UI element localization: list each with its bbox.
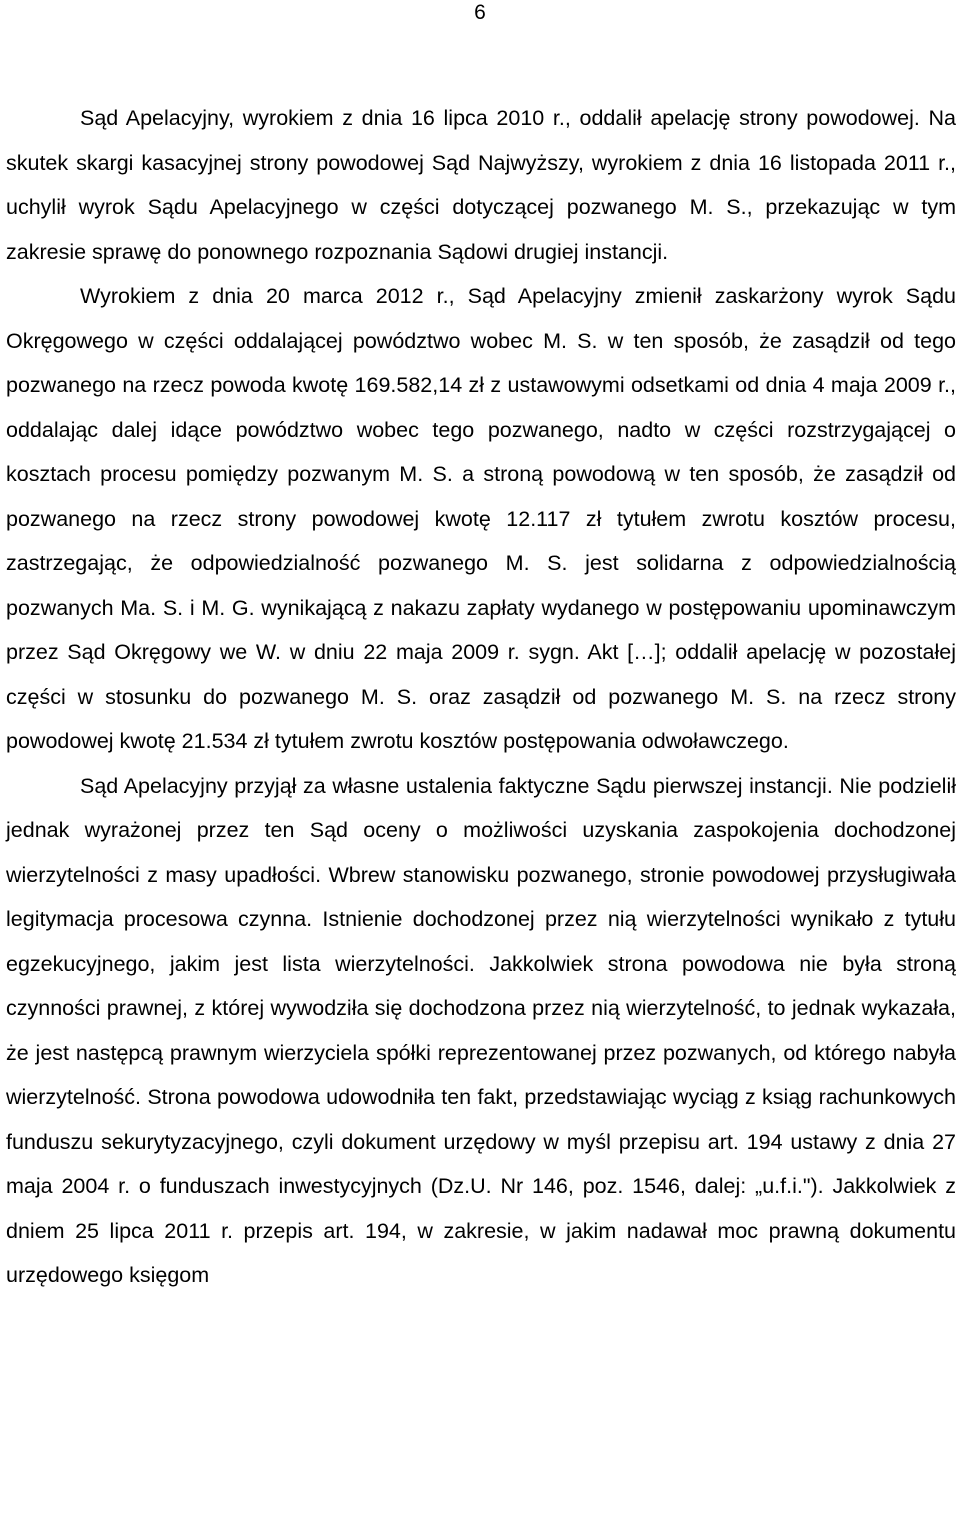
paragraph-court-reasoning: Sąd Apelacyjny przyjął za własne ustalenia faktyczne Sądu pierwszej instancji. Nie podzielił jednak wyrażonej przez ten Sąd oceny o możliwości uzyskania zaspokojenia dochodzonej wierzytelności z masy upadłości. Wbrew stanowisku pozwanego, stronie powodowej przysługiwała legitymacja procesowa czynna. Istnienie dochodzonej przez nią wierzytelności wynikało z tytułu egzekucyjnego, jakim jest lista wierzytelności. Jakkolwiek strona powodowa nie była stroną czynności prawnej, z której wywodziła się dochodzona przez nią wierzytelność, to jednak wykazała, że jest następcą prawnym wierzyciela spółki reprezentowanej przez pozwanych, od którego nabyła wierzytelność. Strona powodowa udowodniła ten fakt, przedstawiając wyciąg z ksiąg rachunkowych funduszu sekurytyzacyjnego, czyli dokument urzędowy w myśl przepisu art. 194 ustawy z dnia 27 maja 2004 r. o funduszach inwestycyjnych (Dz.U. Nr 146, poz. 1546, dalej: „u.f.i."). Jakkolwiek z dniem 25 lipca 2011 r. przepis art. 194, w zakresie, w jakim nadawał moc prawną dokumentu urzędowego księgom	[6, 773, 956, 1287]
paragraph-appeal-history: Sąd Apelacyjny, wyrokiem z dnia 16 lipca 2010 r., oddalił apelację strony powodowej. Na skutek skargi kasacyjnej strony powodowej Sąd Najwyższy, wyrokiem z dnia 16 listopada 2011 r., uchylił wyrok Sądu Apelacyjnego w części dotyczącej pozwanego M. S., przekazując w tym zakresie sprawę do ponownego rozpoznania Sądowi drugiej instancji.	[6, 106, 956, 264]
document-body	[6, 96, 956, 1298]
page-number: 6	[474, 1, 486, 24]
paragraph-judgment-2012: Wyrokiem z dnia 20 marca 2012 r., Sąd Apelacyjny zmienił zaskarżony wyrok Sądu Okręgowego w części oddalającej powództwo wobec M. S. w ten sposób, że zasądził od tego pozwanego na rzecz powoda kwotę 169.582,14 zł z ustawowymi odsetkami od dnia 4 maja 2009 r., oddalając dalej idące powództwo wobec tego pozwanego, nadto w części rozstrzygającej o kosztach procesu pomiędzy pozwanym M. S. a stroną powodową w ten sposób, że zasądził od pozwanego na rzecz strony powodowej kwotę 12.117 zł tytułem zwrotu kosztów procesu, zastrzegając, że odpowiedzialność pozwanego M. S. jest solidarna z odpowiedzialnością pozwanych Ma. S. i M. G. wynikającą z nakazu zapłaty wydanego w postępowaniu upominawczym przez Sąd Okręgowy we W. w dniu 22 maja 2009 r. sygn. Akt […]; oddalił apelację w pozostałej części w stosunku do pozwanego M. S. oraz zasądził od pozwanego M. S. na rzecz strony powodowej kwotę 21.534 zł tytułem zwrotu kosztów postępowania odwoławczego.	[6, 284, 956, 753]
